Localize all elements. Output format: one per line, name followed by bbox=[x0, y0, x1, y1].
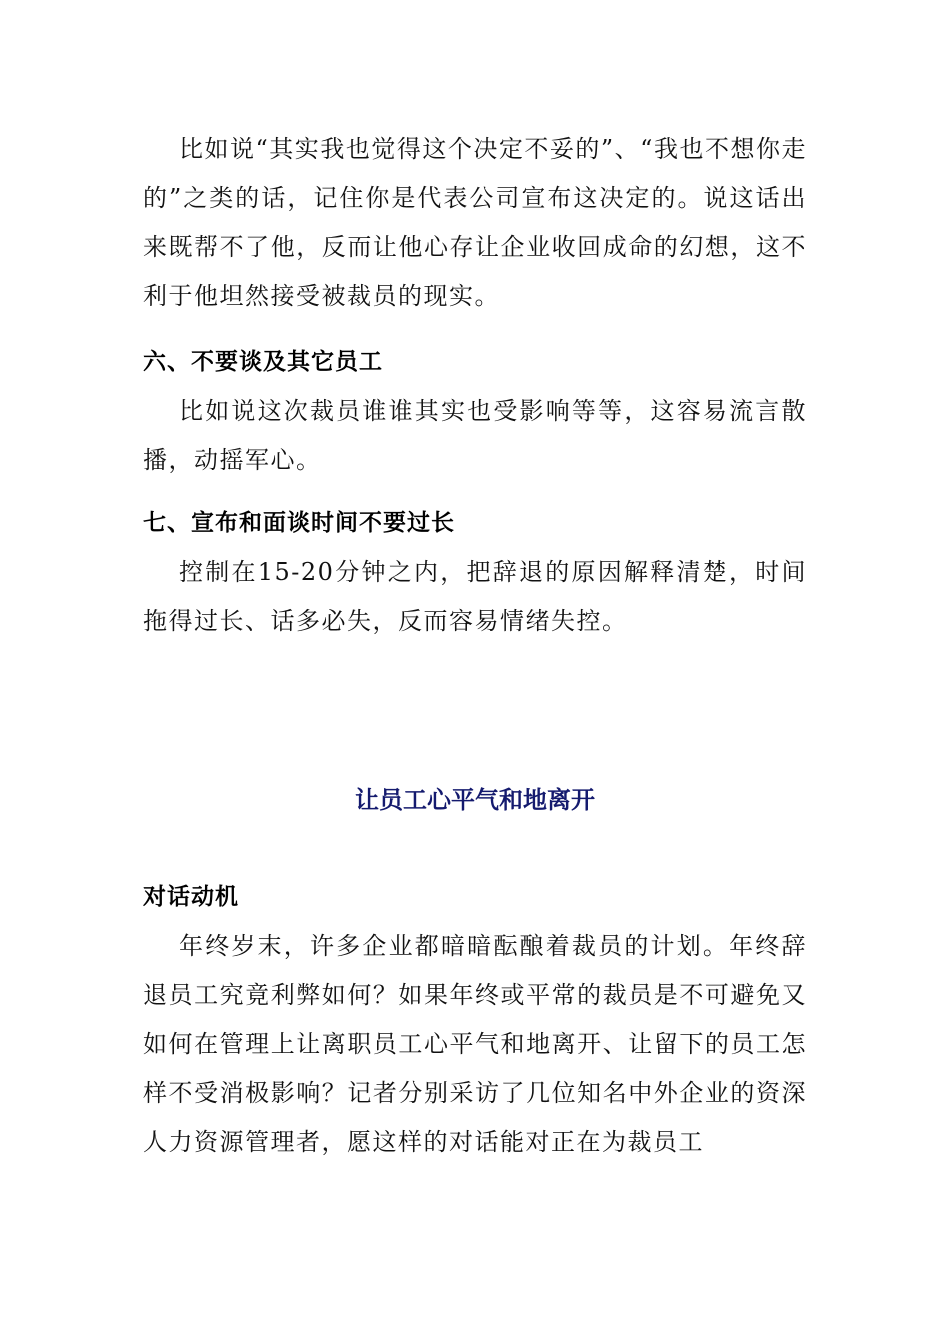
paragraph-year-end-layoffs: 年终岁末，许多企业都暗暗酝酿着裁员的计划。年终辞退员工究竟利弊如何？如果年终或平常的裁员是不可避免又如何在管理上让离职员工心平气和地离开、让留下的员工怎样不受消极影响？记者分别采访了几位知名中外企业的资深人力资源管理者，愿这样的对话能对正在为裁员工 bbox=[143, 932, 807, 1156]
paragraph-rumor-warning: 比如说这次裁员谁谁其实也受影响等等，这容易流言散播，动摇军心。 bbox=[143, 397, 807, 474]
paragraph-time-limit: 控制在15-20分钟之内，把辞退的原因解释清楚，时间拖得过长、话多必失，反而容易情绪失控。 bbox=[143, 558, 807, 635]
section-title: 让员工心平气和地离开 bbox=[355, 786, 595, 814]
heading-keep-meeting-short: 七、宣布和面谈时间不要过长 bbox=[143, 510, 455, 536]
paragraph-do-not-sympathize: 比如说“其实我也觉得这个决定不妥的”、“我也不想你走的”之类的话，记住你是代表公司宣布这决定的。说这话出来既帮不了他，反而让他心存让企业收回成命的幻想，这不利于他坦然接受被裁员的现实。 bbox=[143, 135, 807, 310]
heading-do-not-mention-other-employees: 六、不要谈及其它员工 bbox=[143, 349, 383, 375]
heading-dialogue-motive: 对话动机 bbox=[143, 884, 239, 910]
